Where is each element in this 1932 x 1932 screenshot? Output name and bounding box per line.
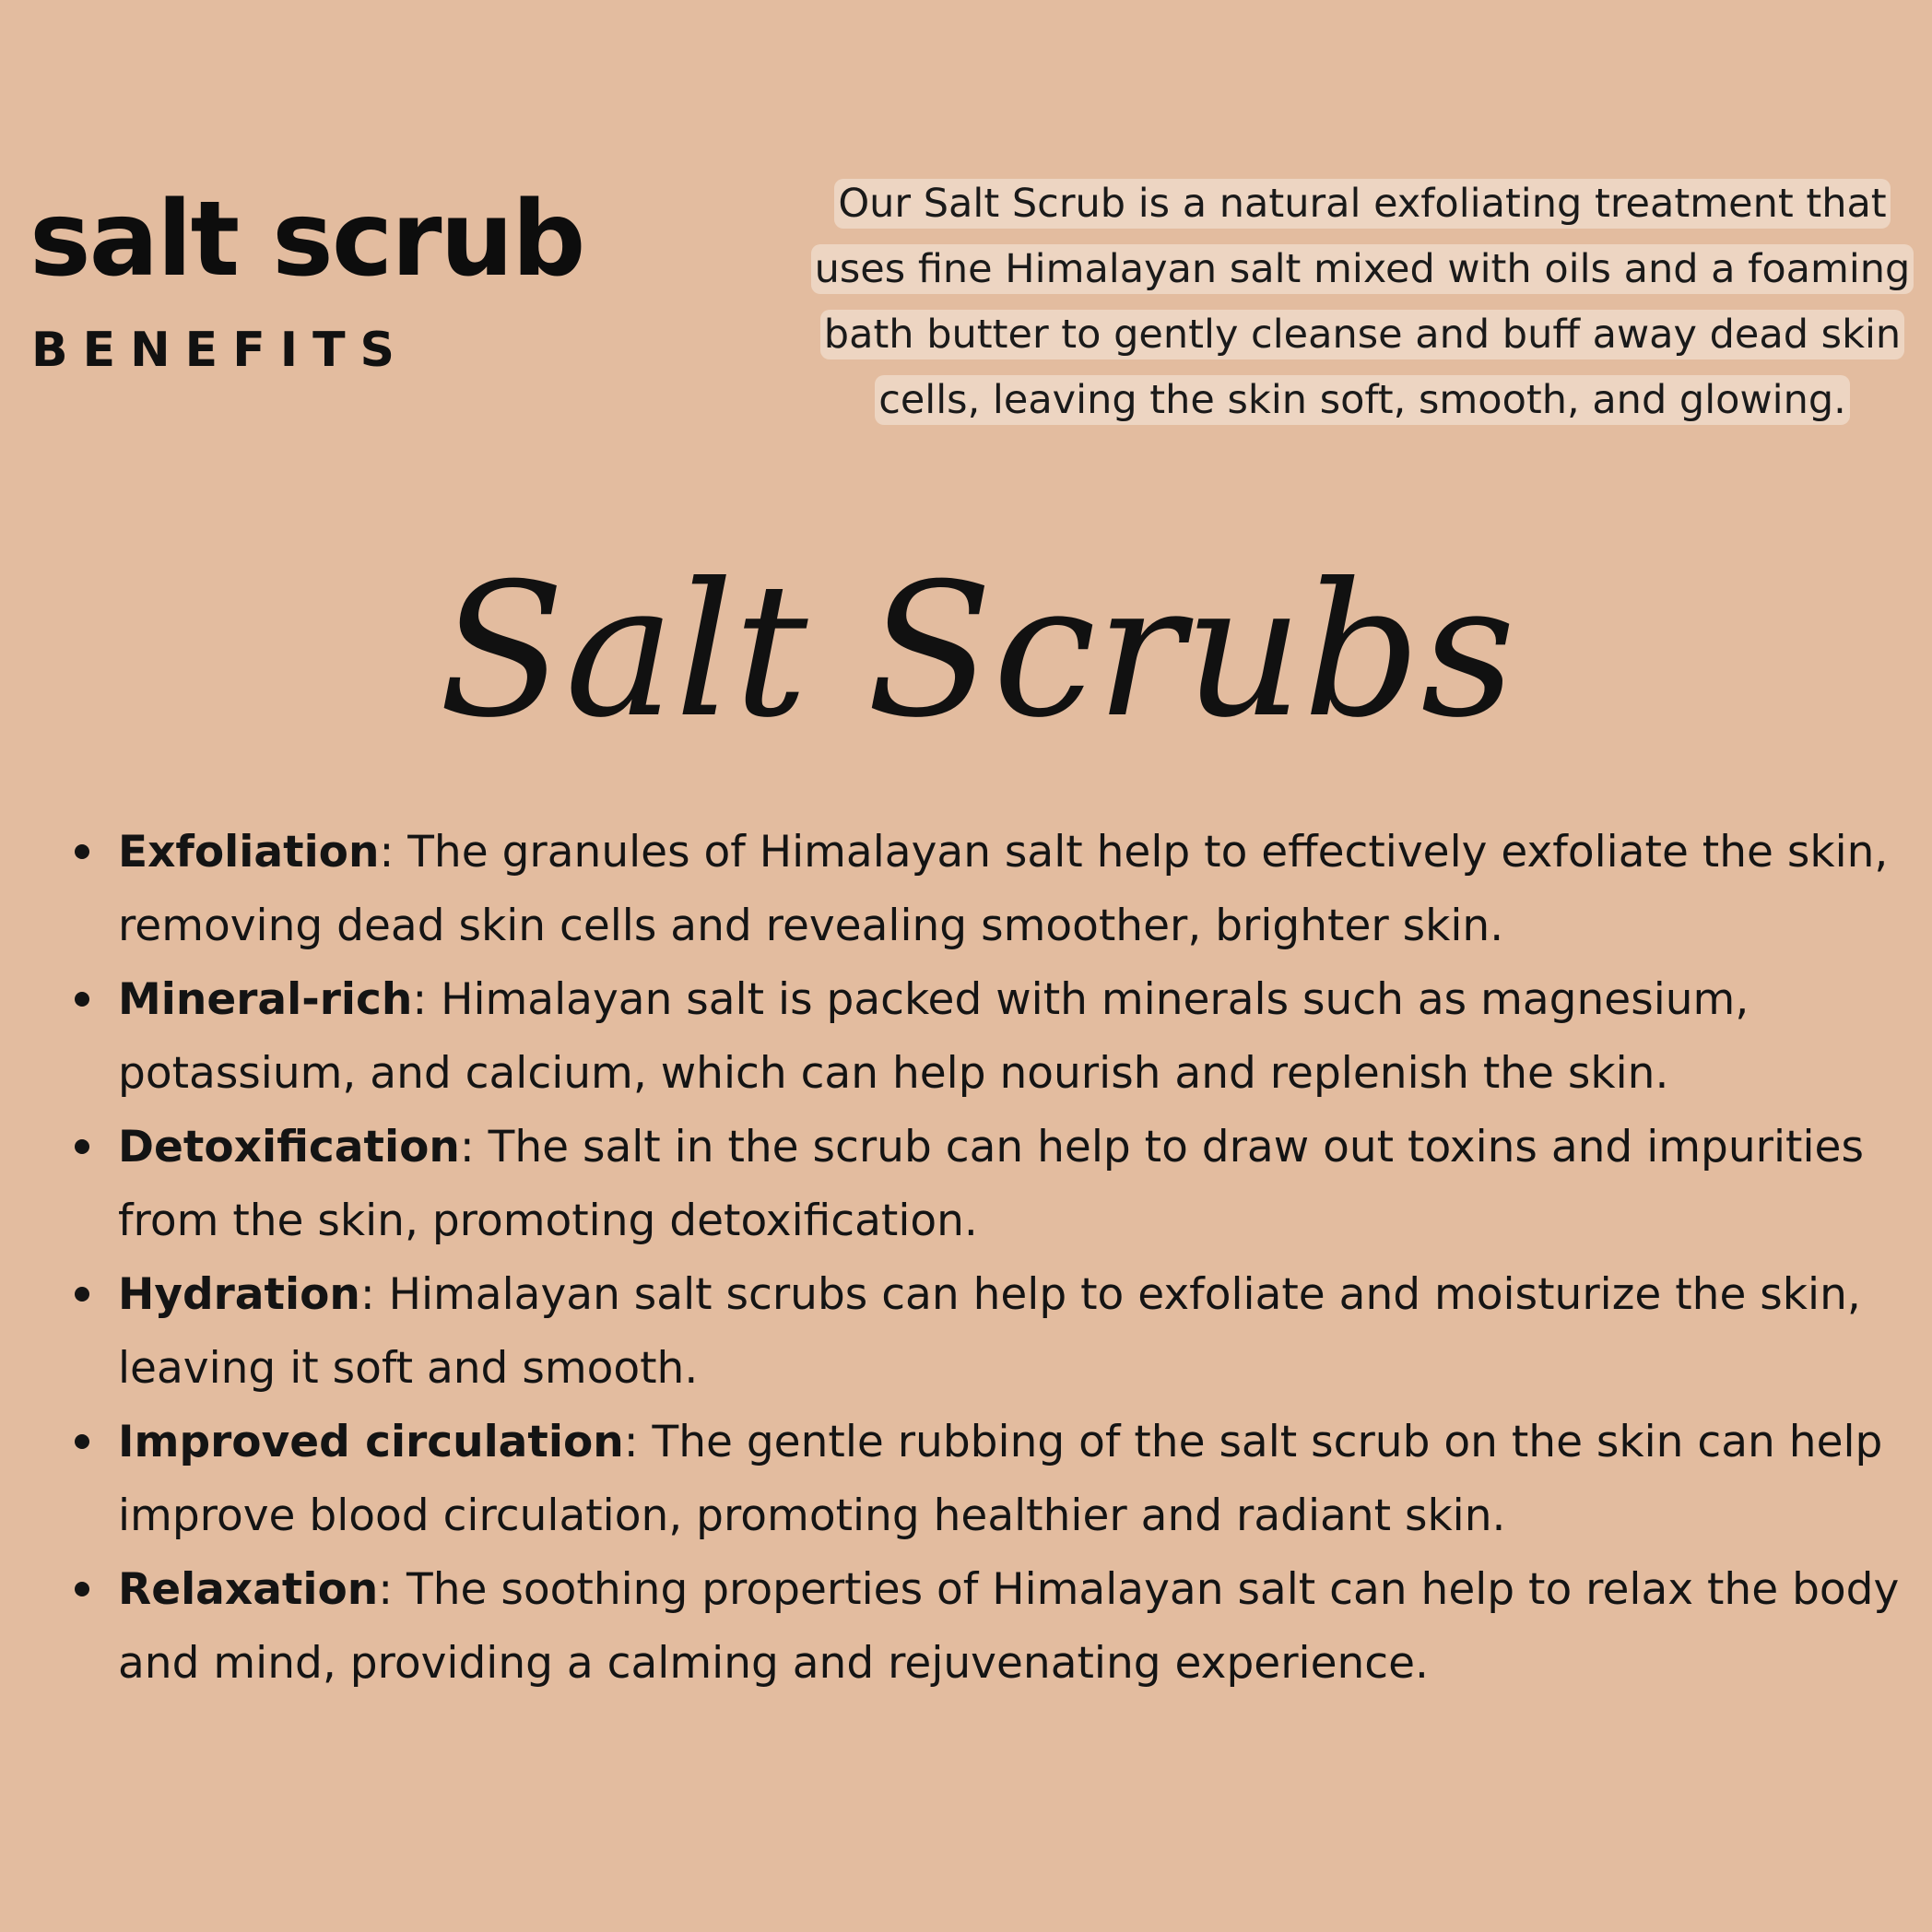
bullet-icon — [75, 1287, 89, 1302]
benefit-item — [118, 963, 1925, 1111]
benefit-description: : The granules of Himalayan salt help to effectively exfoliate the skin, removing dead skin cells and revealing smoother, brighter skin. — [118, 827, 1889, 951]
bullet-icon — [75, 1582, 89, 1596]
benefit-item — [118, 1553, 1925, 1701]
page-title: salt scrub — [29, 180, 584, 300]
script-title — [438, 525, 1516, 802]
benefit-item — [118, 816, 1925, 963]
benefit-name: Mineral-rich — [118, 974, 413, 1025]
benefit-description: : The soothing properties of Himalayan salt can help to relax the body and mind, providing a calming and rejuvenating experience. — [118, 1564, 1900, 1689]
benefit-name: Detoxification — [118, 1122, 460, 1172]
benefit-item — [118, 1406, 1925, 1553]
benefit-name: Hydration — [118, 1269, 360, 1320]
benefit-description: : The gentle rubbing of the salt scrub on the skin can help improve blood circulation, promoting healthier and radiant skin. — [118, 1417, 1883, 1541]
benefit-name: Exfoliation — [118, 827, 380, 878]
benefits-list — [118, 816, 1925, 1701]
bullet-icon — [75, 992, 89, 1007]
benefit-name: Improved circulation — [118, 1417, 624, 1467]
intro-text: Our Salt Scrub is a natural exfoliating treatment that uses fine Himalayan salt mixed with oils and a foaming bath butter to gently cleanse and buff away dead skin cells, leaving the skin soft, smooth, and glowing. — [811, 179, 1914, 425]
benefit-description: : The salt in the scrub can help to draw out toxins and impurities from the skin, promoting detoxification. — [118, 1122, 1864, 1246]
bullet-icon — [75, 1139, 89, 1154]
benefit-item — [118, 1258, 1925, 1406]
benefit-item — [118, 1111, 1925, 1258]
page-subtitle: BENEFITS — [31, 323, 409, 378]
intro-block — [800, 171, 1925, 433]
bullet-icon — [75, 1434, 89, 1449]
benefit-description: : Himalayan salt scrubs can help to exfoliate and moisturize the skin, leaving it soft and smooth. — [118, 1269, 1861, 1394]
benefit-name: Relaxation — [118, 1564, 379, 1615]
script-title-text: Salt Scrubs — [438, 544, 1516, 759]
bullet-icon — [75, 844, 89, 859]
benefit-description: : Himalayan salt is packed with minerals such as magnesium, potassium, and calcium, which can help nourish and replenish the skin. — [118, 974, 1749, 1099]
